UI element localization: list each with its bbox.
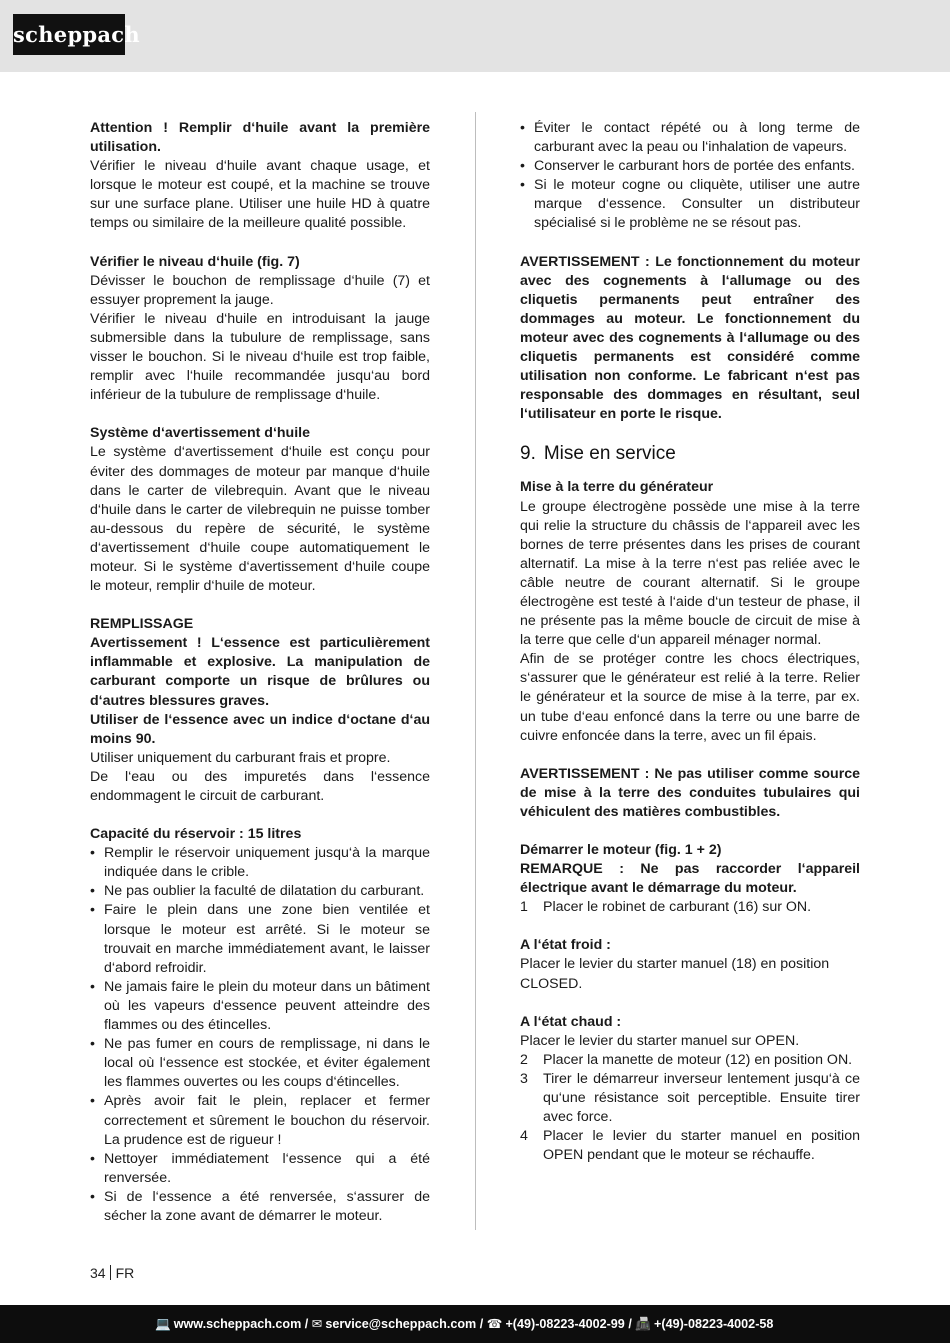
bullet-icon: • [90,978,95,995]
start-step-list [520,898,860,917]
website-link[interactable]: www.scheppach.com [173,1317,302,1331]
list-item: 1 Placer le robinet de carburant (16) sur ON. [520,898,860,917]
right-column [520,119,860,1165]
list-item: • Nettoyer immédiatement l‘essence qui a été renversée. [90,1150,430,1186]
capacity-bullet-list [90,844,430,1226]
bullet-icon: • [90,1150,95,1167]
section-heading [520,440,860,468]
bullet-icon: • [90,1036,95,1053]
language-code: FR [115,1265,135,1281]
computer-icon: 💻 [155,1317,171,1331]
fresh-fuel-paragraph: Utiliser uniquement du carburant frais et propre. [90,749,391,766]
knocking-warning: AVERTISSEMENT : Le fonctionnement du moteur avec des cognements à l‘allumage ou des cliquetis permanents peut entraîner des dommages au moteur. Le fonctionnement du moteur avec des cognements à l‘allumage ou des cliquetis permanents est considéré comme utilisation non conforme. Le fabricant n‘est pas responsable des dommages en résultant, seul l‘utilisateur en porte le risque. [520,253,860,423]
warm-state-heading: A l‘état chaud : [520,1013,622,1030]
grounding-paragraph-2: Afin de se protéger contre les chocs électriques, s‘assurer que le générateur est relié à la terre. Relier le générateur et la source de mise à la terre, par ex. un tube d‘eau enfoncé dans la terre ou une barre de cuivre enfoncée dans la terre, avec un fil épais. [520,651,860,744]
footer-contact: 💻 www.scheppach.com / ✉ service@scheppach.com / ☎ +(49)-08223-4002-99 / 📠 +(49)-08223-4002-58 [155,1317,774,1331]
oil-level-paragraph-1: Dévisser le bouchon de remplissage d‘huile (7) et essuyer proprement la jauge. [90,272,430,308]
list-item: • Si de l‘essence a été renversée, s‘assurer de sécher la zone avant de démarrer le moteur. [90,1188,430,1224]
oil-level-heading: Vérifier le niveau d‘huile (fig. 7) [90,253,300,270]
tank-capacity-heading: Capacité du réservoir : 15 litres [90,826,302,843]
warm-step-list [520,1051,860,1166]
oil-check-paragraph: Vérifier le niveau d‘huile avant chaque usage, et lorsque le moteur est coupé, et la machine se trouve sur une surface plane. Utiliser une huile HD à quatre temps ou similaire de la meilleure qualité possible. [90,158,430,232]
bullet-icon: • [90,883,95,900]
left-column [90,119,430,1226]
oil-warning-system-paragraph: Le système d‘avertissement d‘huile est conçu pour éviter des dommages de moteur par manque d‘huile dans le carter de vilebrequin. Avant que le niveau d‘huile dans le carter de vilebrequin ne puisse tomber au-dessous du repère de sécurité, le système d‘avertissement d‘huile coupe automatiquement le moteur. Si le système d‘avertissement d‘huile coupe le moteur, remplir d‘huile de moteur. [90,444,430,595]
mail-icon: ✉ [311,1317,323,1331]
step-number: 2 [520,1051,528,1068]
grounding-warning: AVERTISSEMENT : Ne pas utiliser comme source de mise à la terre des conduites tubulaires qui véhiculent des matières combustibles. [520,765,860,820]
grounding-paragraph-1: Le groupe électrogène possède une mise à la terre qui relie la structure du châssis de l‘appareil avec les bornes de terre présentes dans les prises de courant alternatif. La mise à la terre n‘est pas reliée avec le câble neutre de courant alternatif. Si le groupe électrogène est testé à l‘aide d‘un testeur de phase, il ne présente pas la même boucle de circuit de mise à la terre que celle d‘un appareil ménager normal. [520,498,860,649]
list-item: • Conserver le carburant hors de portée des enfants. [520,157,860,176]
oil-warning-system-heading: Système d‘avertissement d‘huile [90,425,310,442]
email-link[interactable]: service@scheppach.com [325,1317,477,1331]
fuel-safety-bullet-list [520,119,860,234]
list-item: • Éviter le contact répété ou à long terme de carburant avec la peau ou l‘inhalation de vapeurs. [520,120,860,156]
bullet-icon: • [520,120,525,136]
section-number: 9. [520,443,536,465]
fax-number: +(49)-08223-4002-58 [654,1317,774,1331]
brand-logo: scheppach [13,14,125,55]
list-item: • Après avoir fait le plein, replacer et fermer correctement et sûrement le bouchon du réservoir. La prudence est de rigueur ! [90,1093,430,1148]
bullet-icon: • [90,845,95,862]
step-number: 3 [520,1070,528,1087]
page-number-separator [110,1265,111,1280]
warm-state-paragraph: Placer le levier du starter manuel sur OPEN. [520,1032,800,1049]
list-item: 3 Tirer le démarreur inverseur lentement jusqu‘à ce qu‘une résistance soit perceptible. Ensuite tirer avec force. [520,1070,860,1126]
list-item: • Ne pas oublier la faculté de dilatation du carburant. [90,882,430,901]
page-footer [0,1305,950,1343]
oil-attention-heading: Attention ! Remplir d‘huile avant la première utilisation. [90,120,430,156]
refuelling-heading: REMPLISSAGE [90,616,194,633]
list-item: • Ne jamais faire le plein du moteur dans un bâtiment où les vapeurs d‘essence peuvent atteindre des flammes ou des étincelles. [90,978,430,1034]
fax-icon: 📠 [635,1317,652,1331]
bullet-icon: • [90,1093,95,1110]
list-item: • Si le moteur cogne ou cliquète, utiliser une autre marque d‘essence. Consulter un distributeur spécialisé si le problème ne se résout pas. [520,177,860,232]
bullet-icon: • [520,177,525,194]
octane-requirement: Utiliser de l‘essence avec un indice d‘octane d‘au moins 90. [90,711,430,747]
list-item: • Ne pas fumer en cours de remplissage, ni dans le local où l‘essence est stockée, et éviter également les flammes ouvertes ou les coups d‘étincelles. [90,1036,430,1091]
step-number: 1 [520,899,528,916]
grounding-heading: Mise à la terre du générateur [520,479,714,496]
phone-icon: ☎ [486,1317,503,1331]
list-item: 2 Placer la manette de moteur (12) en position ON. [520,1051,860,1070]
bullet-icon: • [520,158,525,175]
bullet-icon: • [90,1188,95,1205]
cold-state-heading: A l‘état froid : [520,937,611,954]
list-item: 4 Placer le levier du starter manuel en position OPEN pendant que le moteur se réchauffe. [520,1128,860,1164]
start-engine-heading: Démarrer le moteur (fig. 1 + 2) [520,842,722,858]
page-number: 34 FR [90,1265,135,1281]
section-title: Mise en service [543,443,676,465]
cold-state-paragraph: Placer le levier du starter manuel (18) en position CLOSED. [520,956,830,992]
impurities-paragraph: De l‘eau ou des impuretés dans l‘essence endommagent le circuit de carburant. [90,768,430,804]
list-item: • Faire le plein dans une zone bien ventilée et lorsque le moteur est arrêté. Si le moteur se trouvait en marche immédiatement avant, le laisser d‘abord refroidir. [90,902,430,976]
step-number: 4 [520,1128,528,1145]
fuel-flammable-warning: Avertissement ! L‘essence est particulièrement inflammable et explosive. La manipulation de carburant comporte un risque de brûlures ou d‘autres blessures graves. [90,635,430,709]
list-item: • Remplir le réservoir uniquement jusqu‘à la marque indiquée dans le crible. [90,845,430,881]
column-divider [475,112,476,1230]
bullet-icon: • [90,902,95,919]
page-header [0,0,950,72]
phone-number: +(49)-08223-4002-99 [505,1317,625,1331]
start-note: REMARQUE : Ne pas raccorder l‘appareil électrique avant le démarrage du moteur. [520,861,860,897]
oil-level-paragraph-2: Vérifier le niveau d‘huile en introduisant la jauge submersible dans la tubulure de remplissage, sans visser le bouchon. Si le niveau d‘huile est trop faible, remplir avec l‘huile recommandée jusqu‘au bord inférieur de la tubulure de remplissage d‘huile. [90,310,430,404]
